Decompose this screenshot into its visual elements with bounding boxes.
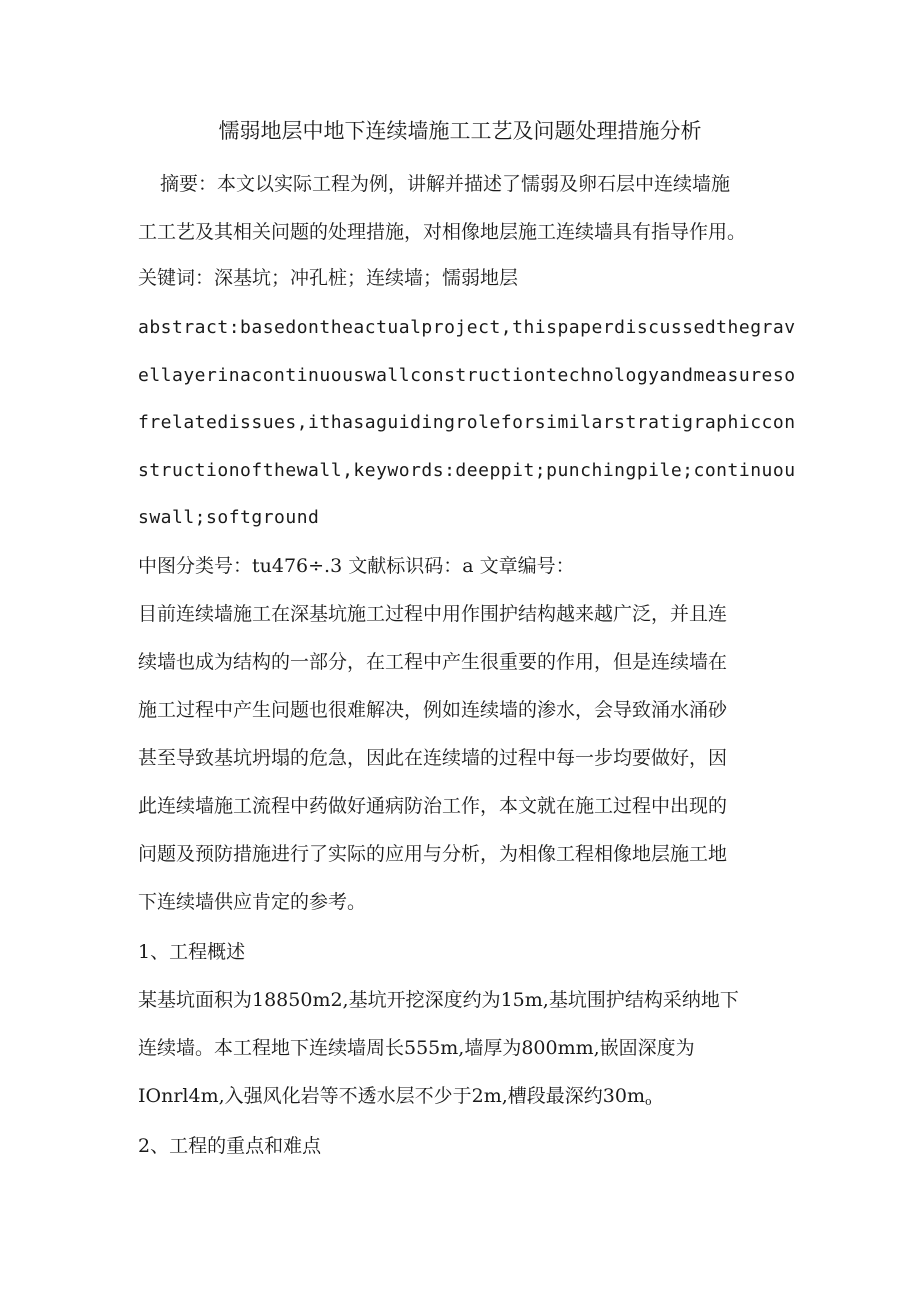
english-abstract-line-4: structionofthewall,keywords:deeppit;punchingpile;continuou bbox=[138, 460, 796, 481]
section-1-line-3 bbox=[138, 1084, 652, 1111]
classification-line: 中图分类号：tu476÷.3 文献标识码：a 文章编号： bbox=[138, 555, 575, 577]
intro-line-1: 目前连续墙施工在深基坑施工过程中用作围护结构越来越广泛，并且连 bbox=[138, 603, 728, 625]
english-abstract-line-2: ellayerinacontinuouswallconstructiontechnologyandmeasureso bbox=[138, 365, 796, 386]
section-2-heading: 2、工程的重点和难点 bbox=[138, 1135, 322, 1157]
intro-line-7: 下连续墙供应肯定的参考。 bbox=[138, 891, 367, 913]
keywords-line: 关键词：深基坑；冲孔桩；连续墙；懦弱地层 bbox=[138, 267, 519, 289]
section-1-line-3-suffix: o bbox=[644, 1095, 652, 1108]
section-1-line-2: 连续墙。本工程地下连续墙周长555m,墙厚为800mm,嵌固深度为 bbox=[138, 1037, 695, 1059]
english-abstract-line-1: abstract:basedontheactualproject,thispaperdiscussedthegrav bbox=[138, 317, 796, 338]
section-1-line-3-text: IOnrl4m,入强风化岩等不透水层不少于2m,槽段最深约30m bbox=[138, 1085, 645, 1107]
intro-line-6: 问题及预防措施进行了实际的应用与分析，为相像工程相像地层施工地 bbox=[138, 843, 728, 865]
intro-line-3: 施工过程中产生问题也很难解决，例如连续墙的渗水，会导致涌水涌砂 bbox=[138, 699, 728, 721]
intro-line-5: 此连续墙施工流程中药做好通病防治工作，本文就在施工过程中出现的 bbox=[138, 795, 728, 817]
intro-line-2: 续墙也成为结构的一部分，在工程中产生很重要的作用，但是连续墙在 bbox=[138, 651, 728, 673]
english-abstract-line-3: frelatedissues,ithasaguidingroleforsimilarstratigraphiccon bbox=[138, 412, 796, 433]
abstract-line-1: 摘要：本文以实际工程为例，讲解并描述了懦弱及卵石层中连续墙施 bbox=[160, 173, 731, 195]
english-abstract-line-5: swall;softground bbox=[138, 507, 320, 528]
intro-line-4: 甚至导致基坑坍塌的危急，因此在连续墙的过程中每一步均要做好，因 bbox=[138, 747, 728, 769]
section-1-heading: 1、工程概述 bbox=[138, 941, 246, 963]
section-1-line-1: 某基坑面积为18850m2,基坑开挖深度约为15m,基坑围护结构采纳地下 bbox=[138, 989, 739, 1011]
document-title: 懦弱地层中地下连续墙施工工艺及问题处理措施分析 bbox=[218, 119, 702, 143]
abstract-line-2: 工工艺及其相关问题的处理措施，对相像地层施工连续墙具有指导作用。 bbox=[138, 221, 747, 243]
